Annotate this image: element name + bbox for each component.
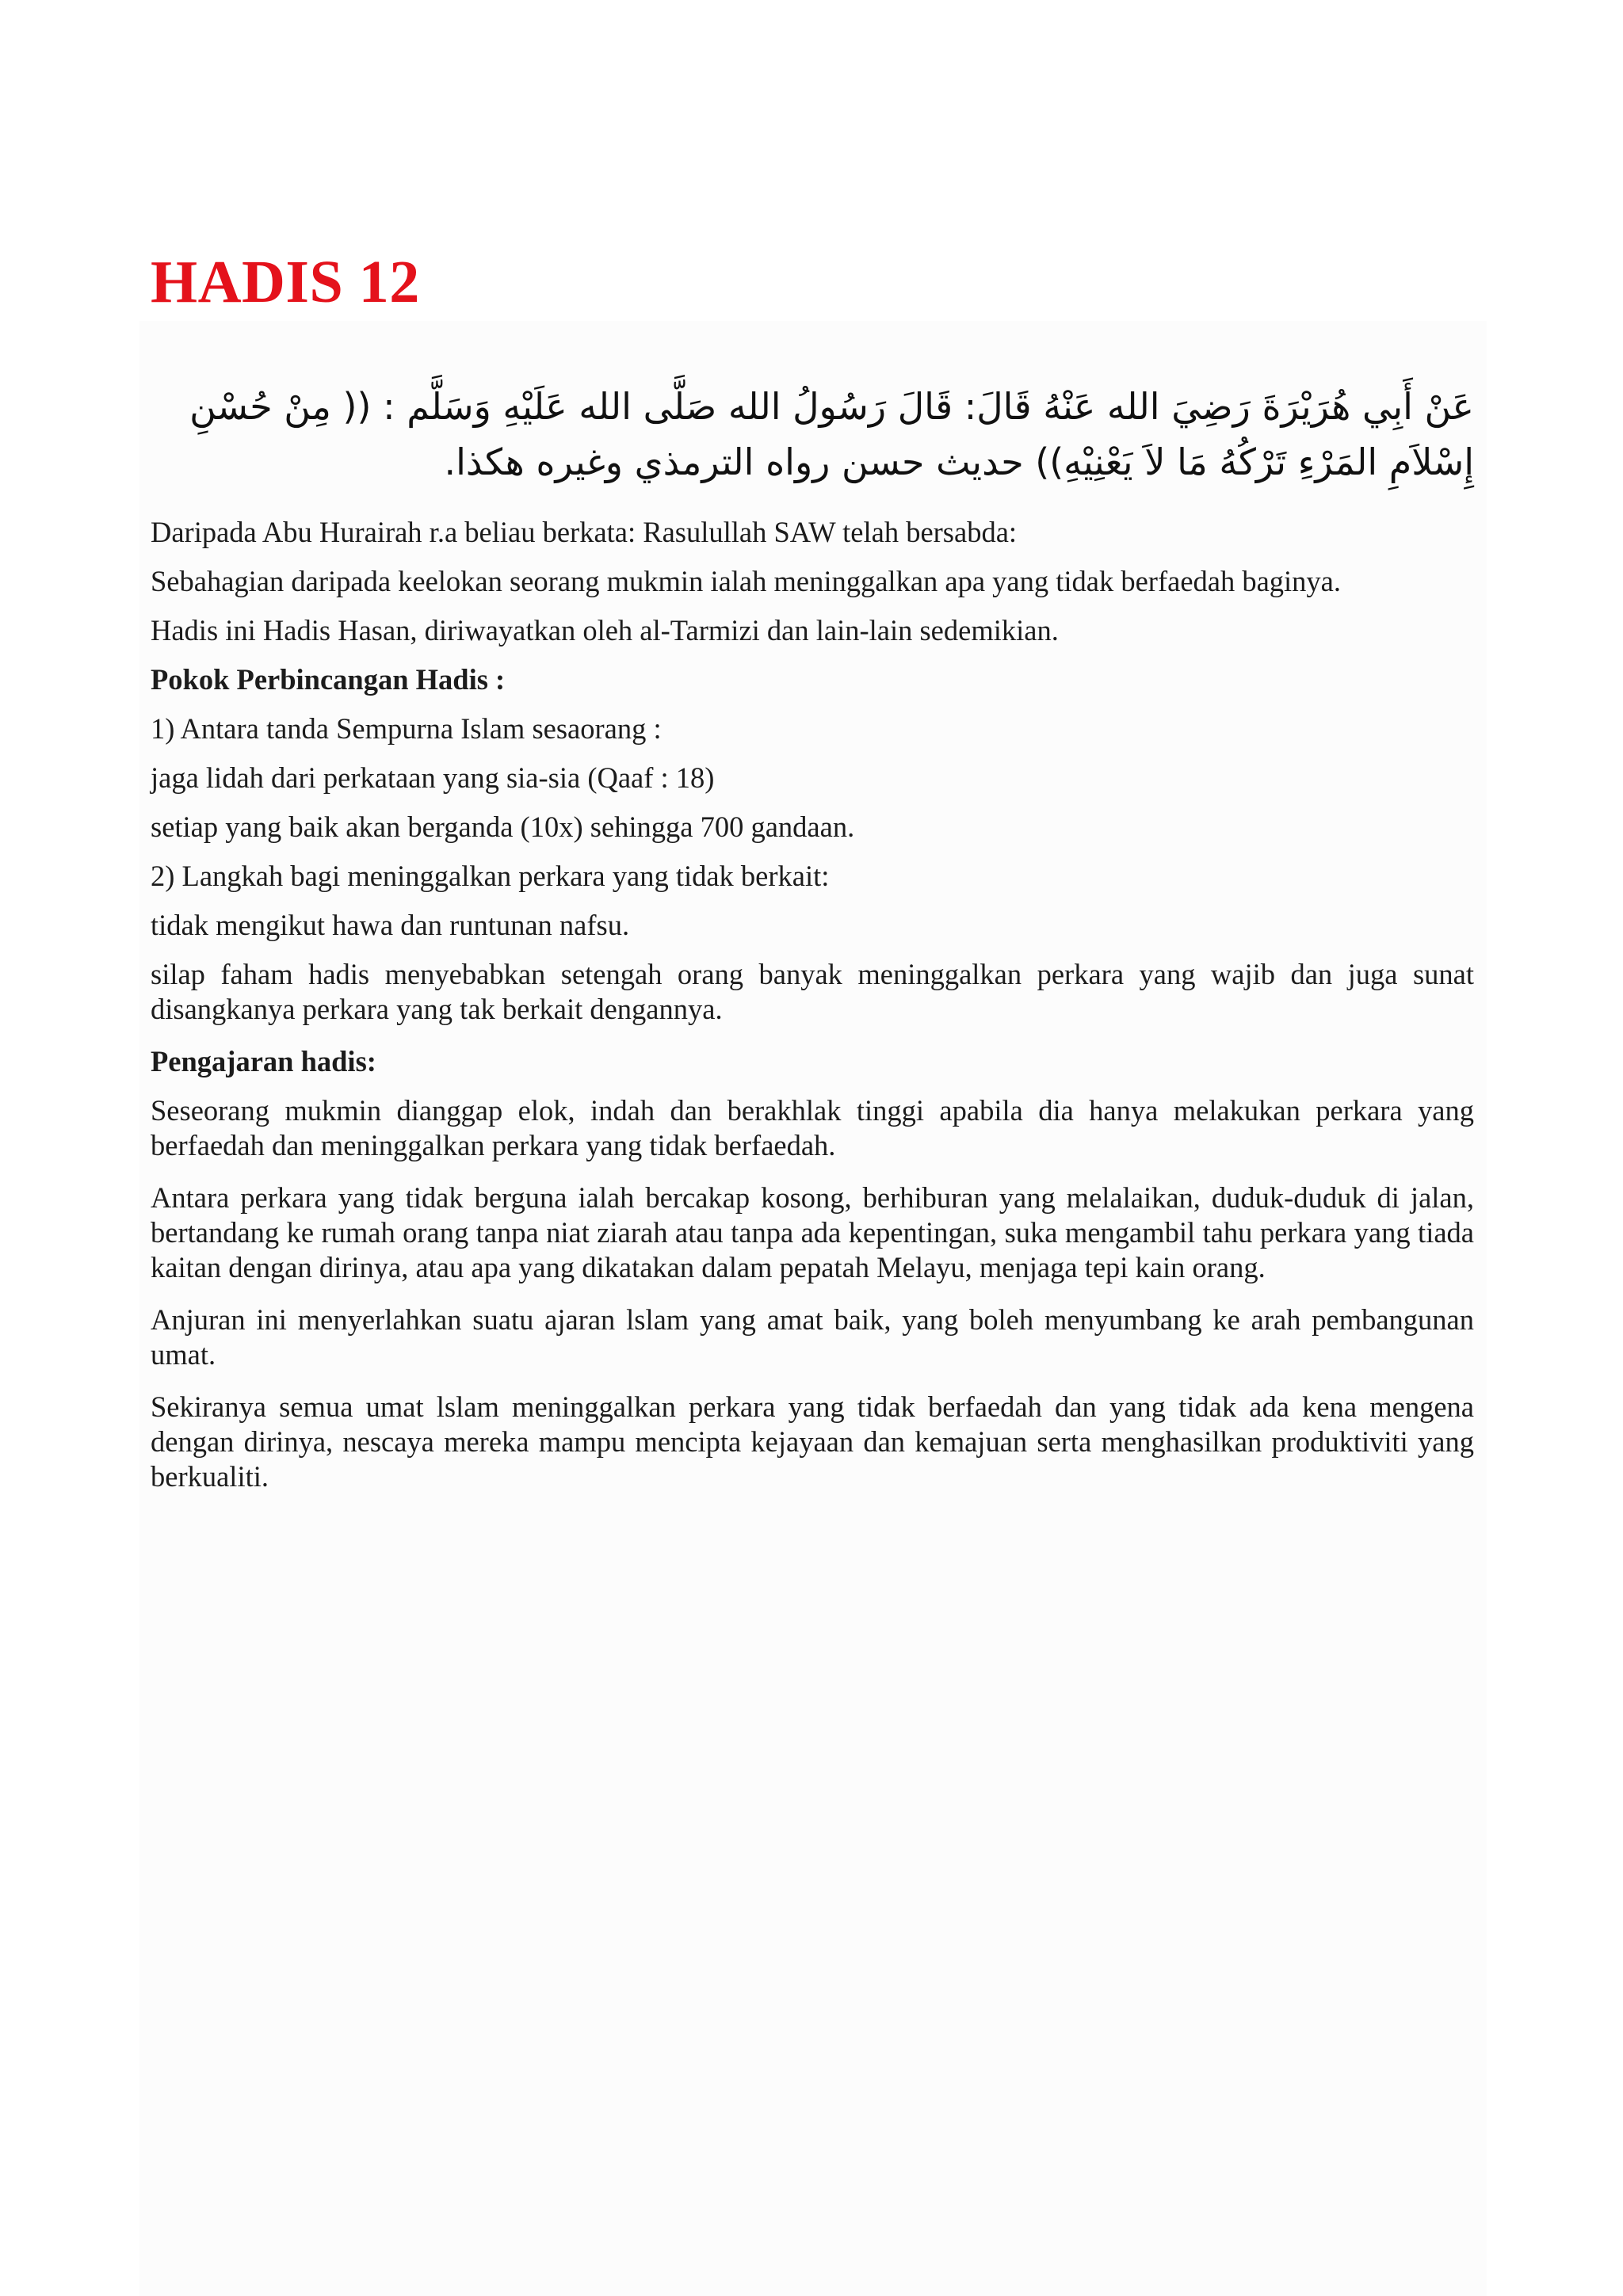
discussion-point: setiap yang baik akan berganda (10x) sehingga 700 gandaan. [151,810,855,843]
page-title: HADIS 12 [151,249,420,315]
lesson-paragraph: Antara perkara yang tidak berguna ialah bercakap kosong, berhiburan yang melalaikan, duduk-duduk di jalan, bertandang ke rumah orang tanpa niat ziarah atau tanpa ada kepentingan, suka mengambil tahu perkara yang tiada kaitan dengan dirinya, atau apa yang dikatakan dalam pepatah Melayu, menjaga tepi kain orang. [151,1181,1474,1283]
discussion-point: tidak mengikut hawa dan runtunan nafsu. [151,909,630,941]
lesson-paragraph: Sekiranya semua umat lslam meninggalkan perkara yang tidak berfaedah dan yang tidak ada kena mengena dengan dirinya, nescaya mereka mampu mencipta kejayaan dan kemajuan serta menghasilkan produktiviti yang berkualiti. [151,1390,1474,1493]
arabic-line: عَنْ أَبِي هُرَيْرَةَ رَضِيَ الله عَنْهُ قَالَ: قَالَ رَسُولُ الله صَلَّى الله عَلَيْهِ وَسَلَّم : (( مِنْ حُسْنِ [189,385,1474,428]
lesson-paragraph: Seseorang mukmin dianggap elok, indah dan berakhlak tinggi apabila dia hanya melakukan perkara yang berfaedah dan meninggalkan perkara yang tidak berfaedah. [151,1094,1474,1161]
translation-intro: Daripada Abu Hurairah r.a beliau berkata: Rasulullah SAW telah bersabda: [151,516,1018,548]
document-body [151,515,1474,1512]
discussion-point: silap faham hadis menyebabkan setengah orang banyak meninggalkan perkara yang wajib dan juga sunat disangkanya perkara yang tak berkait dengannya. [151,958,1474,1025]
discussion-point: jaga lidah dari perkataan yang sia-sia (Qaaf : 18) [151,761,715,794]
lesson-paragraph: Anjuran ini menyerlahkan suatu ajaran lslam yang amat baik, yang boleh menyumbang ke arah pembangunan umat. [151,1303,1474,1371]
discussion-point: 2) Langkah bagi meninggalkan perkara yang tidak berkait: [151,860,830,892]
lesson-heading: Pengajaran hadis: [151,1045,376,1077]
discussion-point: 1) Antara tanda Sempurna Islam sesaorang : [151,712,662,745]
arabic-line: إِسْلاَمِ المَرْءِ تَرْكُهُ مَا لاَ يَعْنِيْهِ)) حديث حسن رواه الترمذي وغيره هكذا. [444,441,1474,483]
translation-text: Sebahagian daripada keelokan seorang mukmin ialah meninggalkan apa yang tidak berfaedah baginya. [151,565,1342,597]
discussion-heading: Pokok Perbincangan Hadis : [151,663,506,696]
arabic-hadith-text [151,379,1474,490]
source-note: Hadis ini Hadis Hasan, diriwayatkan oleh al-Tarmizi dan lain-lain sedemikian. [151,614,1059,646]
